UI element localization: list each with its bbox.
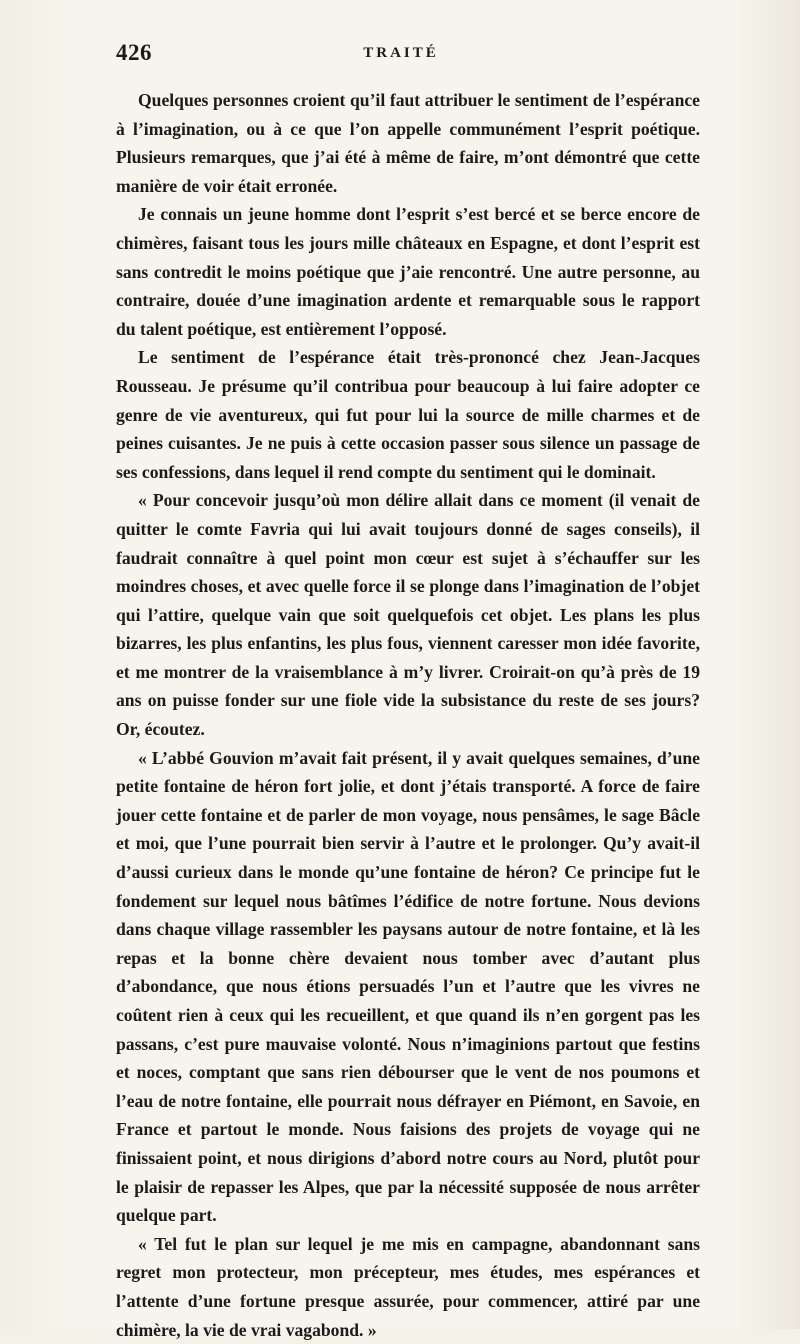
quote-paragraph: « Pour concevoir jusqu’où mon délire allait dans ce moment (il venait de quitter le comte Favria qui lui avait toujours donné de sages conseils), il faudrait connaître à quel point mon cœur est sujet à s’échauffer sur les moindres choses, et avec quelle force il se plonge dans l’imagination de l’objet qui l’attire, quelque vain que soit quelquefois cet objet. Les plans les plus bizarres, les plus enfantins, les plus fous, viennent caresser mon idée favorite, et me montrer de la vraisemblance à m’y livrer. Croirait-on qu’à près de 19 ans on puisse fonder sur une fiole vide la subsistance du reste de ses jours? Or, écoutez. — [116, 490, 700, 740]
page-header — [116, 40, 686, 76]
paragraph: Je connais un jeune homme dont l’esprit s’est bercé et se berce encore de chimères, faisant tous les jours mille châteaux en Espagne, et dont l’esprit est sans contredit le moins poétique que j’aie rencontré. Une autre personne, au contraire, douée d’une imagination ardente et remarquable sous le rapport du talent poétique, est entièrement l’opposé. — [116, 204, 700, 339]
running-head: TRAITÉ — [363, 45, 439, 61]
paragraph: Quelques personnes croient qu’il faut attribuer le sentiment de l’espérance à l’imagination, ou à ce que l’on appelle communément l’esprit poétique. Plusieurs remarques, que j’ai été à même de faire, m’ont démontré que cette manière de voir était erronée. — [116, 90, 700, 196]
quote-paragraph: « Tel fut le plan sur lequel je me mis en campagne, abandonnant sans regret mon protecteur, mon précepteur, mes études, mes espérances et l’attente d’une fortune presque assurée, pour commencer, attiré par une chimère, la vie de vrai vagabond. » — [116, 1233, 700, 1340]
quote-paragraph: « L’abbé Gouvion m’avait fait présent, il y avait quelques semaines, d’une petite fontaine de héron fort jolie, et dont j’étais transporté. A force de faire jouer cette fontaine et de parler de mon voyage, nous pensâmes, le sage Bâcle et moi, que l’une pourrait bien servir à l’autre et le prolonger. Qu’y avait-il d’aussi curieux dans le monde qu’une fontaine de héron? Ce principe fut le fondement sur lequel nous bâtîmes l’édifice de notre fortune. Nous devions dans chaque village rassembler les paysans autour de notre fontaine, et là les repas et la bonne chère devaient nous tomber avec d’autant plus d’abondance, que nous étions persuadés l’un et l’autre que les vivres ne coûtent rien à ceux qui les recueillent, et que quand ils n’en gorgent pas les passans, c’est pure mauvaise volonté. Nous n’imaginions partout que festins et noces, comptant que sans rien débourser que le vent de nos poumons et l’eau de notre fontaine, elle pourrait nous défrayer en Piémont, en Savoie, en France et partout le monde. Nous faisions des projets de voyage qui ne finissaient point, et nous dirigions d’abord notre cours au Nord, plutôt pour le plaisir de repasser les Alpes, que par la nécessité supposée de nous arrêter quelque part. — [116, 747, 700, 1226]
page-number: 426 — [116, 40, 152, 65]
paragraph: Le sentiment de l’espérance était très-prononcé chez Jean-Jacques Rousseau. Je présume qu’il contribua pour beaucoup à lui faire adopter ce genre de vie aventureux, qui fut pour lui la source de mille charmes et de peines cuisantes. Je ne puis à cette occasion passer sous silence un passage de ses confessions, dans lequel il rend compte du sentiment qui le dominait. — [116, 347, 700, 482]
body-text — [116, 86, 700, 1344]
